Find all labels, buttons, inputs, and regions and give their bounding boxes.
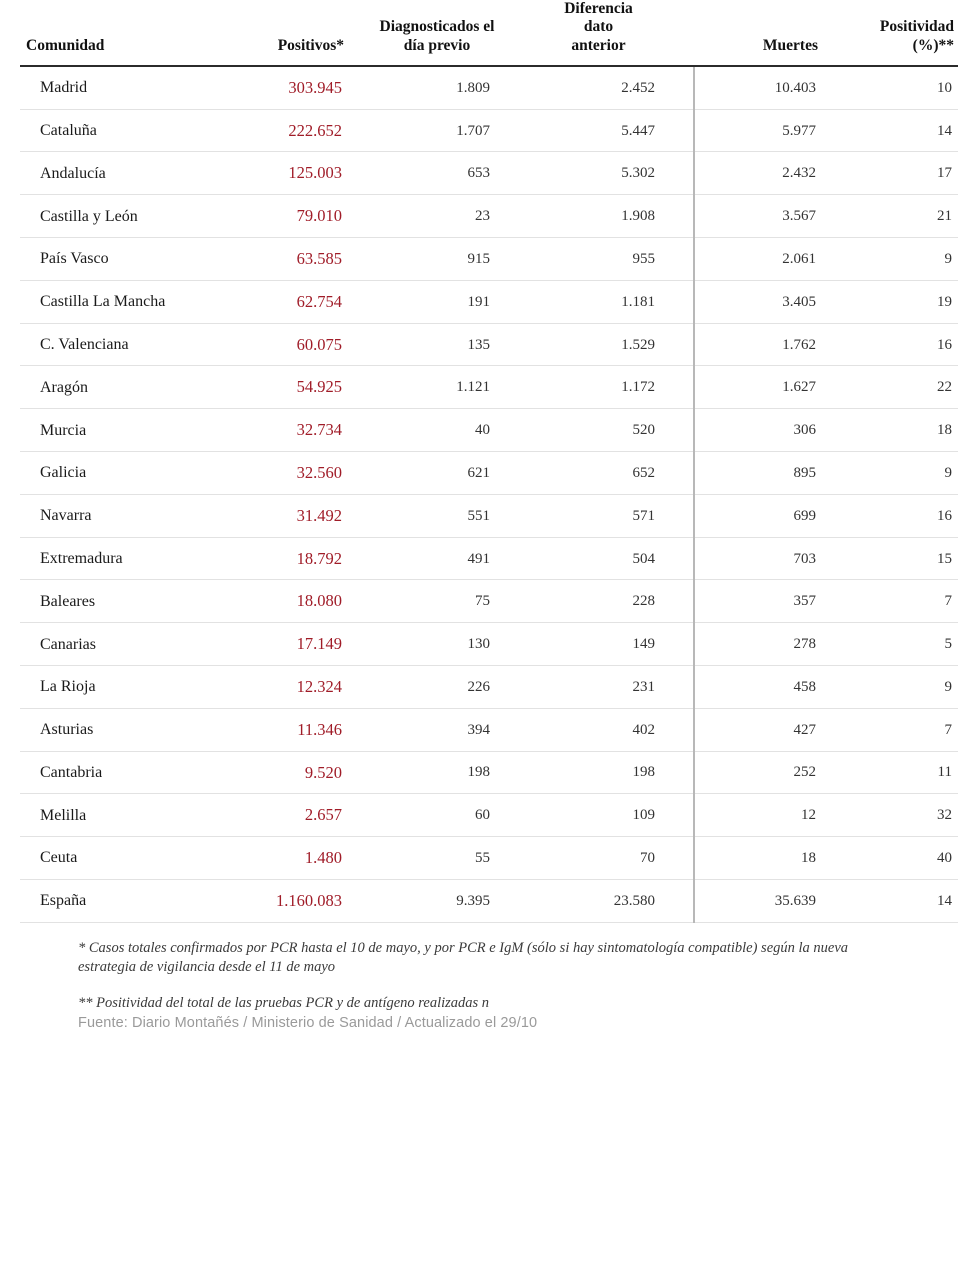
- table-row: [20, 409, 958, 452]
- cell-positivos: 1.480: [226, 837, 354, 880]
- cell-comunidad: Castilla La Mancha: [20, 280, 226, 323]
- column-header-positividad-line1: Positividad: [879, 18, 954, 36]
- cell-diferencia: 149: [534, 623, 694, 666]
- cell-positividad: 40: [834, 837, 958, 880]
- cell-positividad: 32: [834, 794, 958, 837]
- cell-comunidad: Extremadura: [20, 537, 226, 580]
- cell-diferencia: 520: [534, 409, 694, 452]
- cell-muertes: 427: [694, 708, 834, 751]
- cell-diagnosticados-dia-previo: 9.395: [354, 879, 534, 922]
- table-row: [20, 366, 958, 409]
- table-row: [20, 280, 958, 323]
- table-row: [20, 323, 958, 366]
- cell-positivos: 54.925: [226, 366, 354, 409]
- table-row: [20, 580, 958, 623]
- cell-positivos: 63.585: [226, 238, 354, 281]
- table-row: [20, 66, 958, 109]
- cell-diagnosticados-dia-previo: 55: [354, 837, 534, 880]
- cell-diferencia: 109: [534, 794, 694, 837]
- table-row: [20, 152, 958, 195]
- cell-positividad: 17: [834, 152, 958, 195]
- cell-diagnosticados-dia-previo: 551: [354, 494, 534, 537]
- column-header-positivos-label: Positivos*: [277, 36, 344, 54]
- cell-muertes: 895: [694, 452, 834, 495]
- table-body: [20, 66, 958, 922]
- cell-diferencia: 1.172: [534, 366, 694, 409]
- table-row: [20, 238, 958, 281]
- cell-positivos: 31.492: [226, 494, 354, 537]
- cell-positividad: 9: [834, 666, 958, 709]
- cell-positivos: 222.652: [226, 109, 354, 152]
- cell-positividad: 18: [834, 409, 958, 452]
- cell-diagnosticados-dia-previo: 915: [354, 238, 534, 281]
- cell-positivos: 60.075: [226, 323, 354, 366]
- cell-muertes: 357: [694, 580, 834, 623]
- cell-diagnosticados-dia-previo: 60: [354, 794, 534, 837]
- cell-diagnosticados-dia-previo: 135: [354, 323, 534, 366]
- cell-diferencia: 228: [534, 580, 694, 623]
- table-row: [20, 708, 958, 751]
- cell-comunidad: Melilla: [20, 794, 226, 837]
- cell-comunidad: Canarias: [20, 623, 226, 666]
- cell-positividad: 11: [834, 751, 958, 794]
- cell-positivos: 2.657: [226, 794, 354, 837]
- covid-regional-table: [20, 0, 958, 923]
- cell-muertes: 5.977: [694, 109, 834, 152]
- cell-positividad: 19: [834, 280, 958, 323]
- table-row: [20, 837, 958, 880]
- cell-positividad: 14: [834, 109, 958, 152]
- table-row: [20, 537, 958, 580]
- cell-positividad: 5: [834, 623, 958, 666]
- cell-positivos: 303.945: [226, 66, 354, 109]
- column-header-muertes: [694, 0, 834, 66]
- cell-diagnosticados-dia-previo: 130: [354, 623, 534, 666]
- cell-comunidad: Madrid: [20, 66, 226, 109]
- cell-muertes: 3.567: [694, 195, 834, 238]
- table-row: [20, 195, 958, 238]
- column-header-diagnosticados-dia-previo: [354, 0, 534, 66]
- column-header-diferencia-line1: Diferencia: [564, 0, 633, 17]
- table-row: [20, 879, 958, 922]
- cell-positivos: 32.560: [226, 452, 354, 495]
- cell-diagnosticados-dia-previo: 1.809: [354, 66, 534, 109]
- cell-comunidad: Navarra: [20, 494, 226, 537]
- cell-comunidad: La Rioja: [20, 666, 226, 709]
- table-row: [20, 794, 958, 837]
- cell-diferencia: 1.181: [534, 280, 694, 323]
- cell-diagnosticados-dia-previo: 23: [354, 195, 534, 238]
- cell-muertes: 2.432: [694, 152, 834, 195]
- source-line: Fuente: Diario Montañés / Ministerio de Sanidad / Actualizado el 29/10: [78, 1015, 538, 1032]
- cell-diagnosticados-dia-previo: 226: [354, 666, 534, 709]
- column-header-positividad-line2: (%)**: [912, 36, 954, 54]
- cell-diferencia: 955: [534, 238, 694, 281]
- cell-positivos: 12.324: [226, 666, 354, 709]
- cell-diagnosticados-dia-previo: 491: [354, 537, 534, 580]
- footnote-positivos: * Casos totales confirmados por PCR hasta el 10 de mayo, y por PCR e IgM (sólo si hay sintomatología compatible) según la nueva estrategia de vigilancia desde el 11 de mayo: [78, 939, 849, 976]
- cell-positividad: 21: [834, 195, 958, 238]
- cell-muertes: 252: [694, 751, 834, 794]
- cell-muertes: 2.061: [694, 238, 834, 281]
- footnote-positividad: ** Positividad del total de las pruebas PCR y de antígeno realizadas n: [78, 994, 490, 1011]
- cell-positivos: 1.160.083: [226, 879, 354, 922]
- cell-muertes: 703: [694, 537, 834, 580]
- cell-diferencia: 70: [534, 837, 694, 880]
- table-row: [20, 666, 958, 709]
- cell-positivos: 125.003: [226, 152, 354, 195]
- column-header-previo-line1: Diagnosticados el: [379, 18, 495, 36]
- cell-comunidad: C. Valenciana: [20, 323, 226, 366]
- column-header-positividad: [834, 0, 958, 66]
- cell-muertes: 1.627: [694, 366, 834, 409]
- cell-diferencia: 652: [534, 452, 694, 495]
- cell-diferencia: 1.529: [534, 323, 694, 366]
- cell-comunidad: Cataluña: [20, 109, 226, 152]
- cell-comunidad: Cantabria: [20, 751, 226, 794]
- cell-muertes: 35.639: [694, 879, 834, 922]
- cell-diagnosticados-dia-previo: 1.707: [354, 109, 534, 152]
- cell-diagnosticados-dia-previo: 394: [354, 708, 534, 751]
- column-header-muertes-label: Muertes: [762, 36, 818, 54]
- cell-muertes: 699: [694, 494, 834, 537]
- cell-diferencia: 5.447: [534, 109, 694, 152]
- column-header-comunidad-label: Comunidad: [26, 36, 105, 54]
- cell-diagnosticados-dia-previo: 198: [354, 751, 534, 794]
- column-header-diferencia-line3: anterior: [571, 36, 626, 54]
- cell-positivos: 18.080: [226, 580, 354, 623]
- cell-comunidad: Castilla y León: [20, 195, 226, 238]
- cell-positividad: 7: [834, 708, 958, 751]
- cell-positividad: 15: [834, 537, 958, 580]
- cell-diferencia: 23.580: [534, 879, 694, 922]
- table-row: [20, 452, 958, 495]
- cell-positividad: 16: [834, 494, 958, 537]
- cell-positividad: 9: [834, 452, 958, 495]
- cell-comunidad: País Vasco: [20, 238, 226, 281]
- footnotes: [0, 923, 974, 1014]
- cell-diferencia: 231: [534, 666, 694, 709]
- cell-diferencia: 5.302: [534, 152, 694, 195]
- cell-positividad: 9: [834, 238, 958, 281]
- cell-comunidad: Baleares: [20, 580, 226, 623]
- cell-positividad: 16: [834, 323, 958, 366]
- cell-positivos: 17.149: [226, 623, 354, 666]
- cell-diagnosticados-dia-previo: 1.121: [354, 366, 534, 409]
- cell-comunidad: Asturias: [20, 708, 226, 751]
- cell-positividad: 22: [834, 366, 958, 409]
- cell-muertes: 306: [694, 409, 834, 452]
- cell-positivos: 32.734: [226, 409, 354, 452]
- cell-diagnosticados-dia-previo: 40: [354, 409, 534, 452]
- column-header-diferencia-line2: dato: [583, 18, 614, 36]
- table-row: [20, 623, 958, 666]
- cell-diferencia: 571: [534, 494, 694, 537]
- cell-comunidad: Murcia: [20, 409, 226, 452]
- cell-positivos: 62.754: [226, 280, 354, 323]
- cell-positividad: 14: [834, 879, 958, 922]
- cell-muertes: 12: [694, 794, 834, 837]
- cell-diferencia: 504: [534, 537, 694, 580]
- cell-comunidad: Ceuta: [20, 837, 226, 880]
- table-header: [20, 0, 958, 66]
- cell-comunidad: España: [20, 879, 226, 922]
- column-header-positivos: [226, 0, 354, 66]
- cell-positividad: 7: [834, 580, 958, 623]
- table-row: [20, 494, 958, 537]
- column-header-previo-line2: día previo: [403, 36, 471, 54]
- cell-positivos: 11.346: [226, 708, 354, 751]
- cell-muertes: 1.762: [694, 323, 834, 366]
- cell-muertes: 278: [694, 623, 834, 666]
- cell-positivos: 18.792: [226, 537, 354, 580]
- column-header-comunidad: [20, 0, 226, 66]
- cell-comunidad: Aragón: [20, 366, 226, 409]
- cell-diferencia: 402: [534, 708, 694, 751]
- cell-diferencia: 2.452: [534, 66, 694, 109]
- cell-diferencia: 1.908: [534, 195, 694, 238]
- cell-comunidad: Andalucía: [20, 152, 226, 195]
- table-row: [20, 751, 958, 794]
- column-header-diferencia-dato-anterior: [534, 0, 694, 66]
- cell-diagnosticados-dia-previo: 621: [354, 452, 534, 495]
- cell-positivos: 79.010: [226, 195, 354, 238]
- cell-comunidad: Galicia: [20, 452, 226, 495]
- cell-diagnosticados-dia-previo: 191: [354, 280, 534, 323]
- cell-muertes: 18: [694, 837, 834, 880]
- cell-positividad: 10: [834, 66, 958, 109]
- cell-muertes: 458: [694, 666, 834, 709]
- cell-diagnosticados-dia-previo: 75: [354, 580, 534, 623]
- cell-muertes: 10.403: [694, 66, 834, 109]
- table-row: [20, 109, 958, 152]
- cell-diagnosticados-dia-previo: 653: [354, 152, 534, 195]
- cell-diferencia: 198: [534, 751, 694, 794]
- cell-muertes: 3.405: [694, 280, 834, 323]
- cell-positivos: 9.520: [226, 751, 354, 794]
